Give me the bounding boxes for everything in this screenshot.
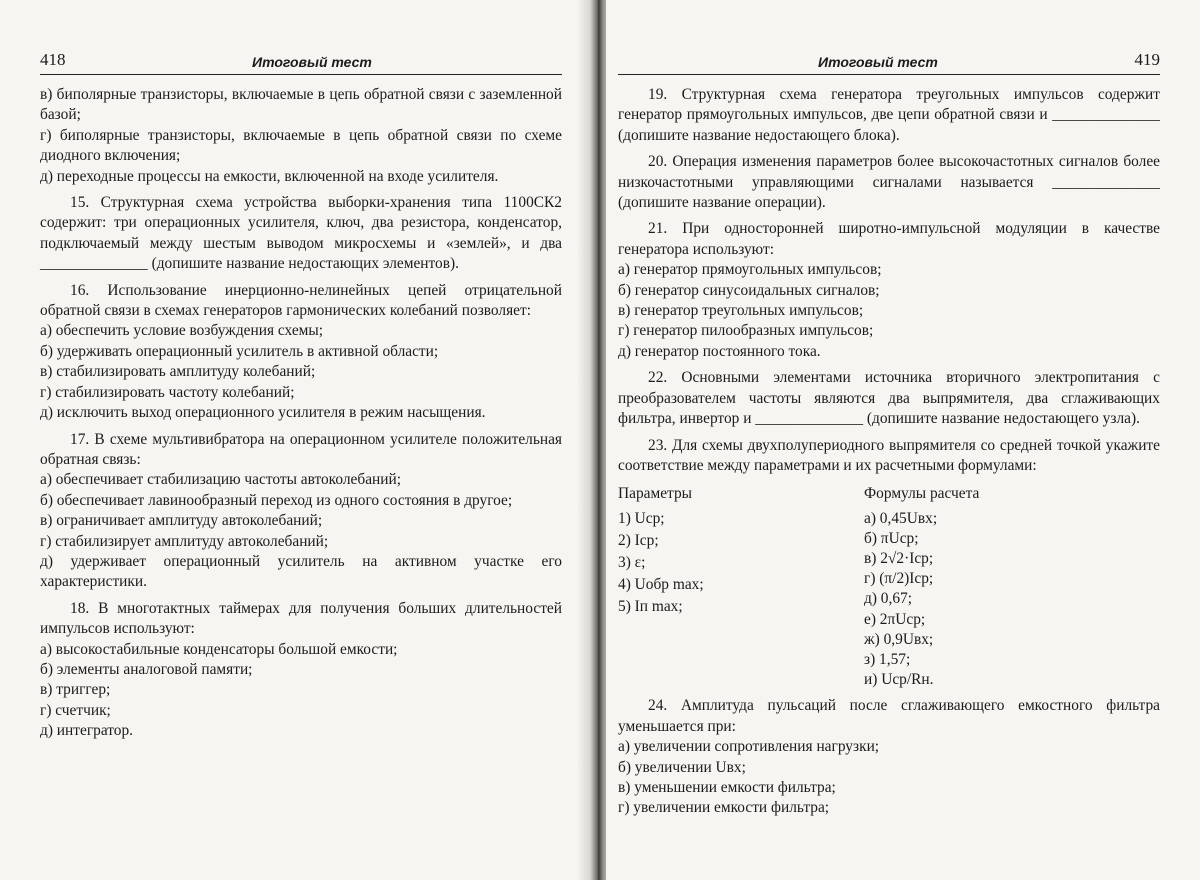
parameters-column — [618, 484, 858, 690]
left-page-header — [40, 40, 562, 75]
answer-option: д) генератор постоянного тока. — [618, 342, 821, 360]
answer-option: в) биполярные транзисторы, включаемые в цепь обратной связи с заземленной базой; — [40, 86, 562, 124]
answer-option: д) удерживает операционный усилитель на активном участке его характеристики. — [40, 552, 562, 591]
answer-option: г) счетчик; — [40, 701, 111, 719]
answer-option: а) обеспечить условие возбуждения схемы; — [40, 322, 324, 340]
parameter-item: 2) Iср; — [618, 531, 659, 549]
answer-option: в) уменьшении емкости фильтра; — [618, 779, 836, 797]
formula-item: е) 2πUср; — [864, 610, 926, 628]
left-page-text — [40, 85, 562, 742]
parameters-header: Параметры — [618, 485, 692, 503]
left-running-title: Итоговый тест — [252, 54, 372, 70]
formula-item: а) 0,45Uвх; — [864, 509, 938, 527]
answer-option: г) стабилизировать частоту колебаний; — [40, 383, 295, 401]
question-17: 17. В схеме мультивибратора на операционном усилителе положительная обратная связь: — [40, 430, 562, 468]
answer-option: а) увеличении сопротивления нагрузки; — [618, 738, 880, 756]
formulas-column — [864, 484, 1104, 690]
parameter-item: 4) Uобр max; — [618, 575, 704, 593]
answer-option: д) переходные процессы на емкости, включенной на входе усилителя. — [40, 167, 499, 185]
formula-item: г) (π/2)Iср; — [864, 570, 934, 588]
answer-option: а) обеспечивает стабилизацию частоты автоколебаний; — [40, 471, 402, 489]
question-19: 19. Структурная схема генератора треугольных импульсов содержит генератор прямоугольных импульсов, две цепи обратной связи и ______________ (допишите название недостающего блока). — [618, 86, 1160, 144]
parameter-item: 5) Iп max; — [618, 597, 683, 615]
right-page — [606, 0, 1200, 880]
matching-table — [618, 484, 1160, 690]
left-page — [0, 0, 592, 880]
answer-option: б) увеличении Uвх; — [618, 758, 746, 776]
answer-option: в) триггер; — [40, 681, 111, 699]
answer-option: б) генератор синусоидальных сигналов; — [618, 281, 880, 299]
answer-option: г) генератор пилообразных импульсов; — [618, 322, 874, 340]
question-18: 18. В многотактных таймерах для получения больших длительностей импульсов используют: — [40, 599, 562, 638]
answer-option: а) генератор прямоугольных импульсов; — [618, 261, 882, 279]
question-16: 16. Использование инерционно-нелинейных цепей отрицательной обратной связи в схемах генераторов гармонических колебаний позволяет: — [40, 281, 562, 320]
answer-option: в) генератор треугольных импульсов; — [618, 302, 864, 320]
left-page-number: 418 — [40, 50, 66, 69]
answer-option: г) биполярные транзисторы, включаемые в цепь обратной связи по схеме диодного включения; — [40, 126, 562, 165]
answer-option: в) стабилизировать амплитуду колебаний; — [40, 363, 316, 381]
question-24: 24. Амплитуда пульсаций после сглаживающего емкостного фильтра уменьшается при: — [618, 697, 1160, 735]
question-22: 22. Основными элементами источника вторичного электропитания с преобразователем частоты являются два выпрямителя, два сглаживающих фильтра, инвертор и ______________ (допишите название недостающего узла). — [618, 369, 1160, 428]
answer-option: б) элементы аналоговой памяти; — [40, 660, 253, 678]
answer-option: г) увеличении емкости фильтра; — [618, 799, 830, 817]
formula-item: и) Uср/Rн. — [864, 671, 934, 689]
answer-option: а) высокостабильные конденсаторы большой емкости; — [40, 640, 398, 658]
answer-option: д) исключить выход операционного усилителя в режим насыщения. — [40, 404, 486, 422]
question-23: 23. Для схемы двухполупериодного выпрямителя со средней точкой укажите соответствие между параметрами и их расчетными формулами: — [618, 436, 1160, 474]
right-page-header — [618, 40, 1160, 75]
question-21: 21. При односторонней широтно-импульсной модуляции в качестве генератора используют: — [618, 220, 1160, 258]
formula-item: з) 1,57; — [864, 651, 911, 669]
answer-option: д) интегратор. — [40, 722, 134, 740]
answer-option: б) обеспечивает лавинообразный переход из одного состояния в другое; — [40, 491, 513, 509]
formulas-header: Формулы расчета — [864, 485, 980, 503]
formula-item: д) 0,67; — [864, 590, 913, 608]
right-running-title: Итоговый тест — [818, 54, 938, 70]
formula-item: в) 2√2·Iср; — [864, 550, 934, 568]
answer-option: г) стабилизирует амплитуду автоколебаний; — [40, 532, 329, 550]
answer-option: в) ограничивает амплитуду автоколебаний; — [40, 512, 323, 530]
question-15: 15. Структурная схема устройства выборки-хранения типа 1100СК2 содержит: три операционных усилителя, ключ, два резистора, конденсатор, подключаемый между шестым выводом микросхемы и «землей», и два ______________ (допишите название недостающих элементов). — [40, 194, 562, 273]
right-page-text — [618, 85, 1160, 819]
formula-item: ж) 0,9Uвх; — [864, 630, 934, 648]
question-20: 20. Операция изменения параметров более высокочастотных сигналов более низкочастотными управляющими сигналами называется ______________ (допишите название операции). — [618, 153, 1160, 212]
parameter-item: 3) ε; — [618, 553, 646, 571]
answer-option: б) удерживать операционный усилитель в активной области; — [40, 342, 439, 360]
right-page-number: 419 — [1134, 50, 1160, 69]
parameter-item: 1) Uср; — [618, 509, 665, 527]
formula-item: б) πUср; — [864, 529, 919, 547]
